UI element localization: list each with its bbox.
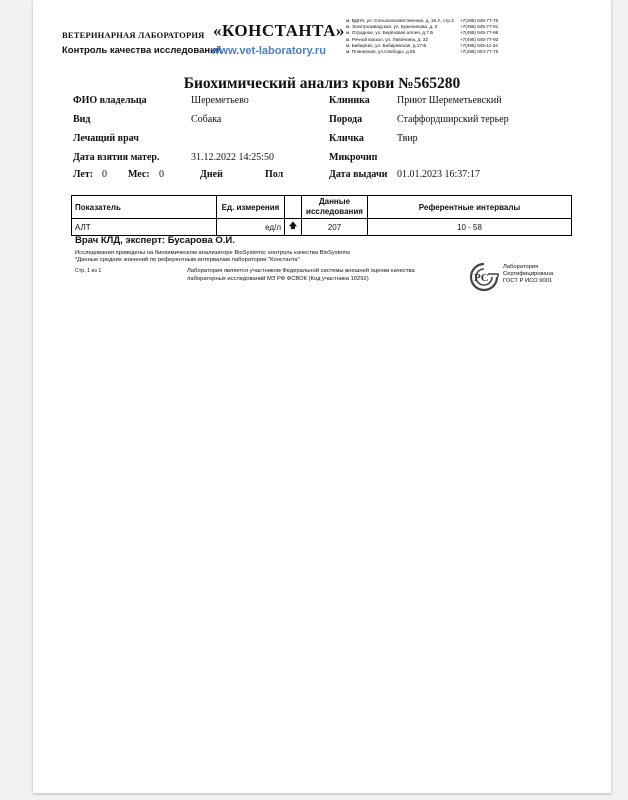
phone-line: +7(495) 003-77-75: [460, 49, 499, 55]
phone-list: [460, 18, 498, 55]
lab-website: www.vet-laboratory.ru: [211, 45, 326, 57]
participation-line: Лаборатория является участником Федеральной системы внешней оценки качества: [187, 268, 415, 274]
certification-logo-icon: [466, 262, 502, 297]
row-reference: 10 - 58: [368, 219, 572, 236]
report-title: Биохимический анализ крови №565280: [183, 75, 461, 92]
phone-line: +7(495) 645-77-93: [460, 36, 499, 42]
address-list: [346, 18, 454, 55]
col-reference: Референтные интервалы: [368, 196, 572, 219]
col-indicator: Показатель: [72, 196, 217, 219]
row-value: 207: [302, 219, 368, 236]
address-line: м. Электрозаводская, ул. Буженинова, д. 2: [346, 24, 438, 30]
breed-value: Стаффордширский терьер: [397, 114, 509, 125]
issue-date-label: Дата выдачи: [329, 169, 388, 180]
row-unit: ед/л: [217, 219, 285, 236]
lab-name: «КОНСТАНТА»: [213, 21, 345, 40]
fsvok-participation: [187, 268, 415, 283]
svg-text:PC: PC: [474, 272, 489, 284]
col-unit: Ед. измерения: [217, 196, 285, 219]
phone-line: +7(495) 645-77-91: [460, 24, 499, 30]
col-flag: [285, 196, 302, 219]
doctor-signature: Врач КЛД, эксперт: Бусарова О.И.: [75, 235, 235, 246]
date-taken-label: Дата взятия матер.: [73, 152, 160, 163]
participation-line: лабораторных исследований МЗ РФ ФСВОК (Код участника 10292): [187, 275, 369, 282]
row-indicator: АЛТ: [72, 219, 217, 236]
microchip-label: Микрочип: [329, 152, 378, 163]
clinic-label: Клиника: [329, 95, 370, 106]
cert-line: ГОСТ Р ИСО 9001: [503, 278, 553, 284]
breed-label: Порода: [329, 114, 363, 125]
lab-subtitle: Контроль качества исследований: [62, 45, 222, 56]
table-row: [72, 219, 572, 236]
analysis-note: [75, 250, 350, 264]
note-line: Исследования проведены на биохимическом анализаторе BioSystems; контроль качества BioSystems: [75, 250, 351, 256]
clinic-value: Приют Шереметьевский: [397, 95, 502, 106]
address-line: м. Бибирево, ул. Бибиревская, д.17-Б: [346, 42, 427, 48]
species-value: Собака: [191, 114, 222, 125]
phone-line: +7(495) 645-77-98: [460, 30, 499, 36]
address-line: м. Планерная, ул.Свободы, д.65: [346, 49, 416, 55]
address-line: м. ВДНХ, ул. Сельскохозяйственная, д. 16 А, стр.3: [346, 18, 454, 23]
up-arrow-icon: 🡅: [285, 219, 302, 236]
months-label: Мес:: [128, 169, 150, 180]
results-table: [71, 195, 572, 236]
cert-line: Лаборатория: [503, 264, 539, 270]
months-value: 0: [159, 169, 164, 180]
lab-type: ВЕТЕРИНАРНАЯ ЛАБОРАТОРИЯ: [62, 30, 205, 40]
species-label: Вид: [73, 114, 91, 125]
sex-label: Пол: [265, 169, 284, 180]
col-value: Данные исследования: [302, 196, 368, 219]
note-line: *Данные средних значений по референтным интервалам лаборатории "Константа": [75, 257, 300, 263]
date-taken-value: 31.12.2022 14:25:50: [191, 152, 275, 163]
cert-line: Сертифицирована: [503, 271, 554, 277]
page-number: Стр. 1 из 1: [75, 268, 102, 274]
days-label: Дней: [200, 169, 223, 180]
nickname-value: Твир: [397, 133, 418, 144]
owner-label: ФИО владельца: [73, 95, 147, 106]
address-line: м. Отрадное, ул. Берёзовая аллея, д.7 Б: [346, 30, 434, 36]
phone-line: +7(495) 645-77-76: [460, 18, 499, 23]
table-header-row: [72, 196, 572, 219]
nickname-label: Кличка: [329, 133, 364, 144]
doctor-label: Лечащий врач: [73, 133, 139, 144]
years-label: Лет:: [73, 169, 94, 180]
certification-text: [503, 264, 553, 285]
issue-date-value: 01.01.2023 16:37:17: [397, 169, 481, 180]
owner-value: Шереметьево: [191, 95, 249, 106]
address-line: м. Речной вокзал, ул. Лавочкина, д. 32: [346, 36, 428, 42]
phone-line: +7(495) 645-11-34: [460, 42, 498, 48]
years-value: 0: [102, 169, 107, 180]
report-page: [33, 0, 611, 793]
